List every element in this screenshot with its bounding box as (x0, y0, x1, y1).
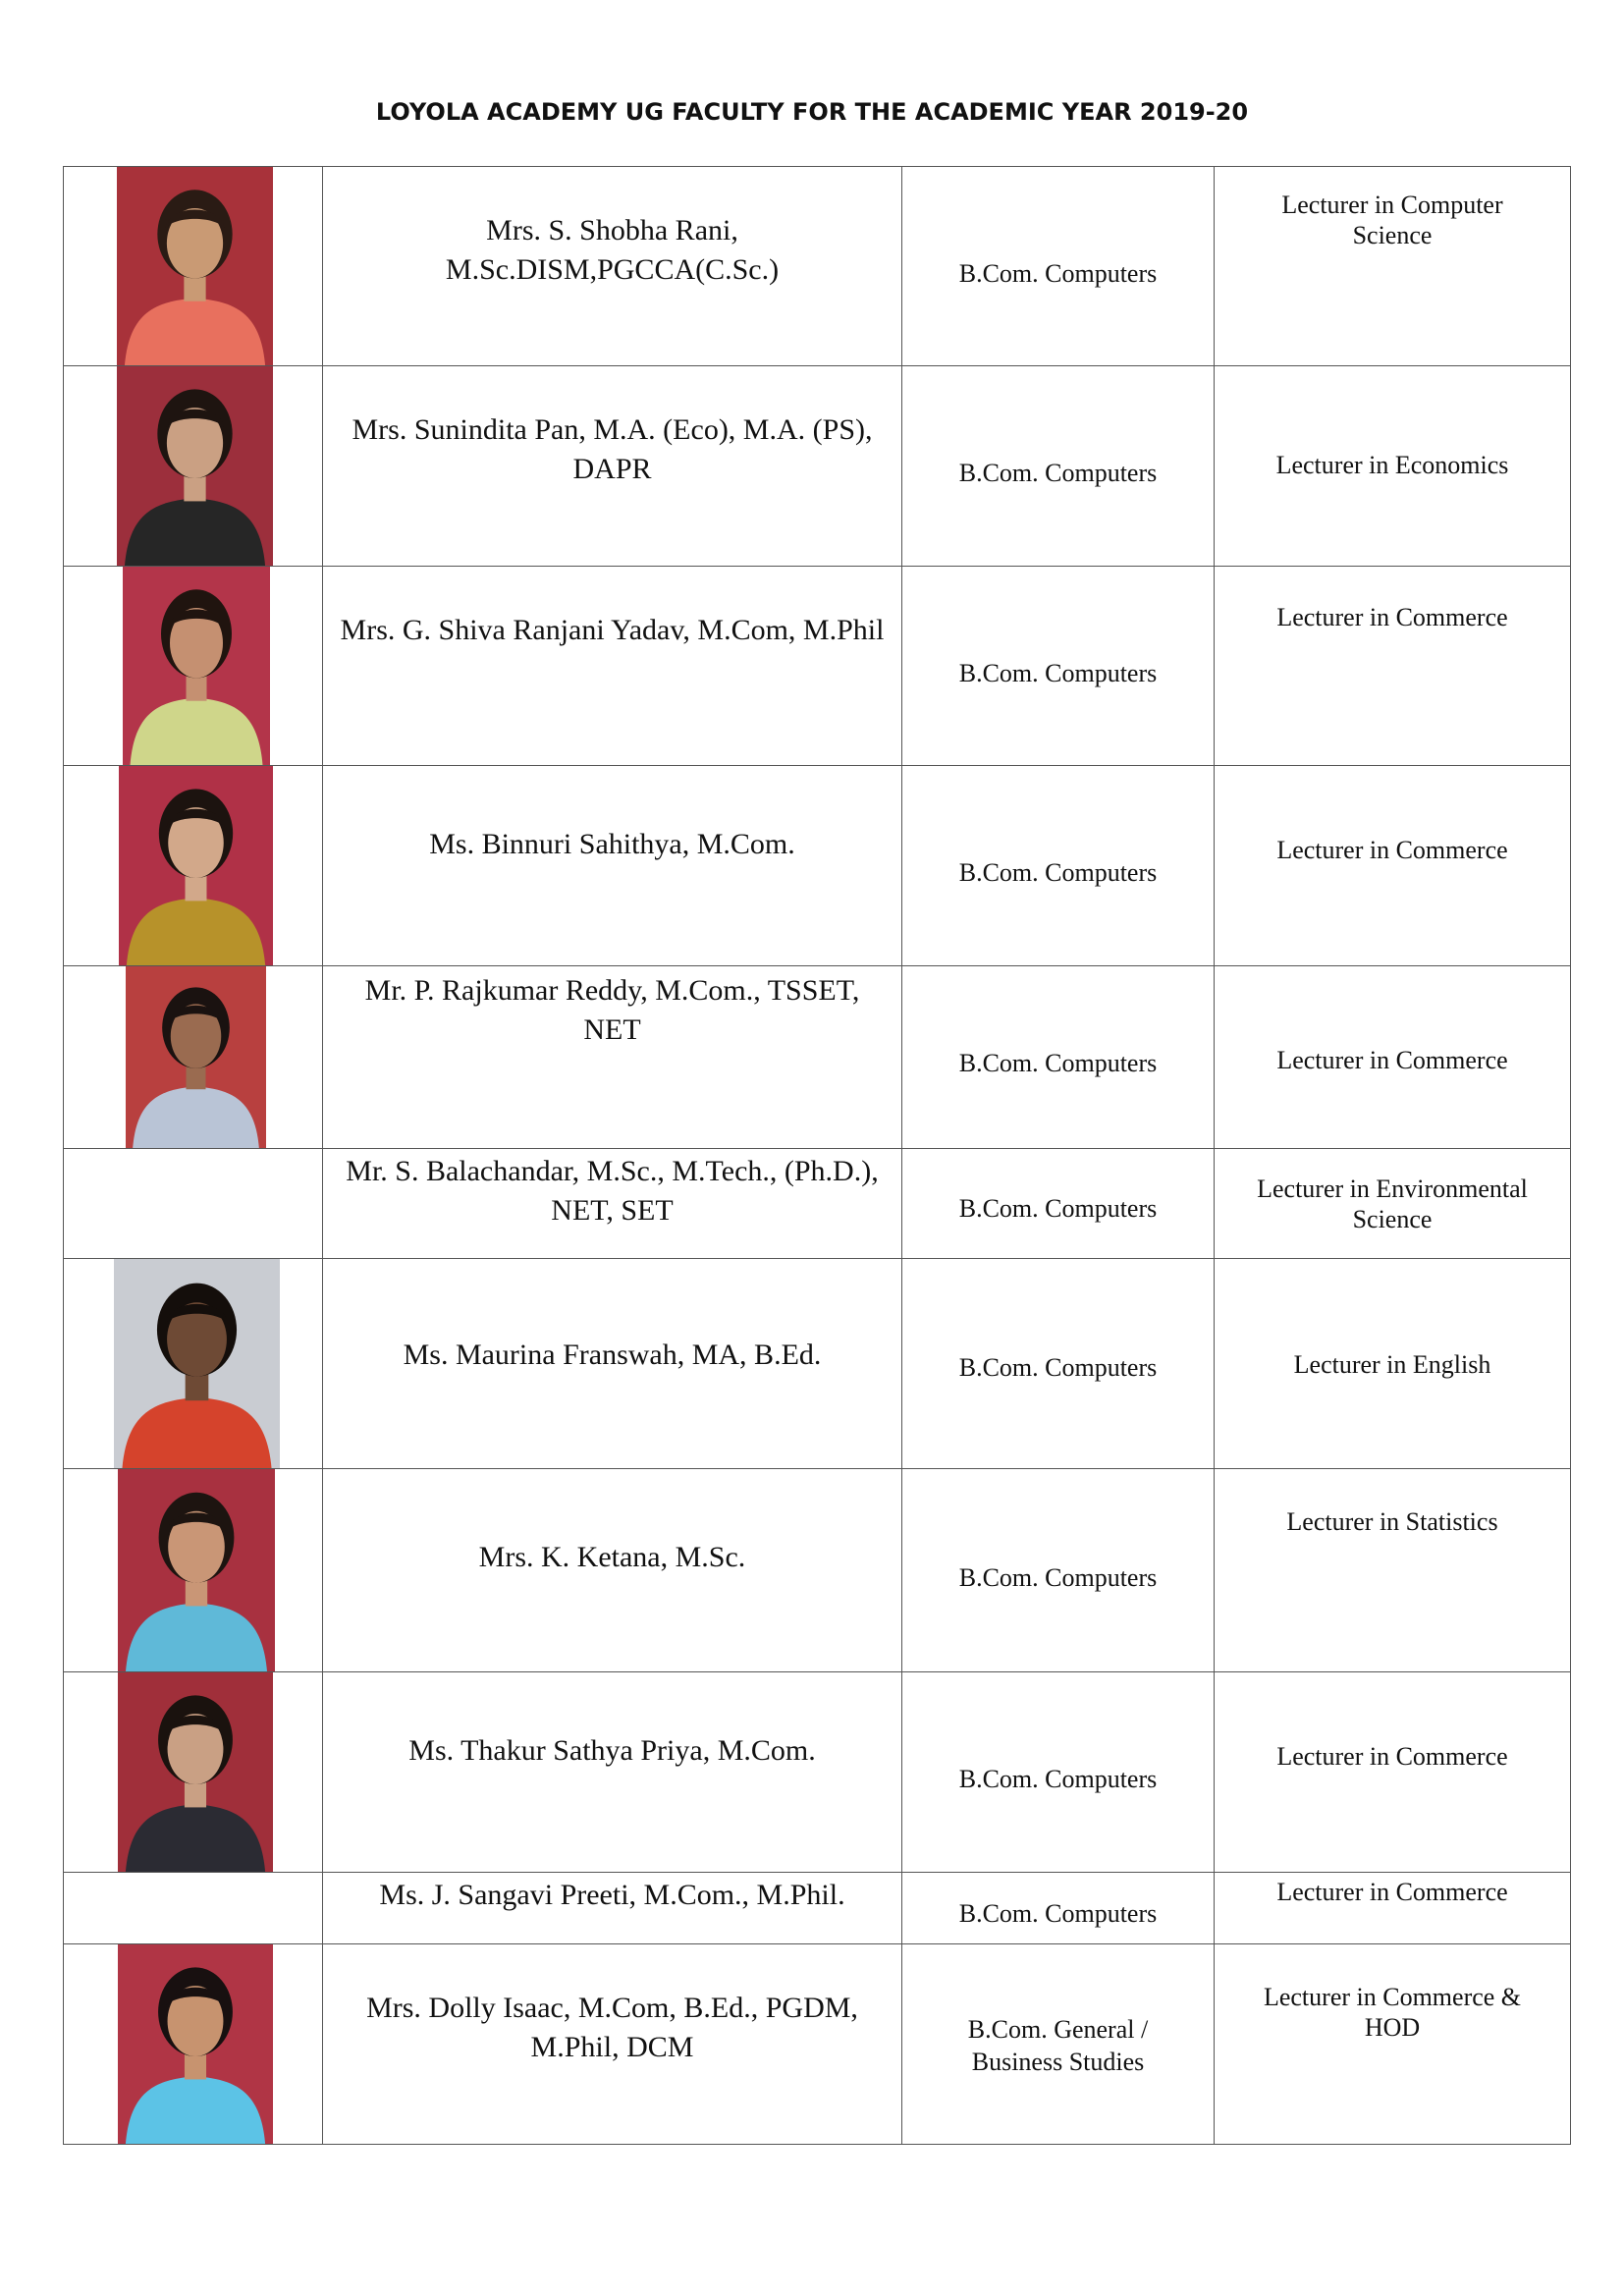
photo-cell (64, 1944, 323, 2145)
faculty-program-cell (902, 1259, 1215, 1469)
photo-cell (64, 567, 323, 766)
faculty-name-cell (323, 1672, 902, 1873)
faculty-designation-cell (1215, 1469, 1571, 1672)
faculty-photo (119, 766, 273, 965)
faculty-name: Ms. Maurina Franswah, MA, B.Ed. (403, 1339, 822, 1371)
faculty-name-cell (323, 167, 902, 366)
faculty-designation-cell (1215, 366, 1571, 567)
faculty-table (63, 166, 1571, 2145)
faculty-name: Ms. Thakur Sathya Priya, M.Com. (408, 1734, 816, 1767)
faculty-name-cell (323, 1944, 902, 2145)
faculty-row (64, 766, 1571, 966)
faculty-photo (114, 1259, 280, 1468)
faculty-name-cell (323, 966, 902, 1149)
faculty-photo (123, 567, 270, 765)
faculty-name: Mrs. S. Shobha Rani, M.Sc.DISM,PGCCA(C.Sc.) (445, 214, 780, 286)
faculty-designation: Lecturer in Commerce (1276, 1046, 1508, 1074)
faculty-program: B.Com. Computers (958, 1049, 1158, 1077)
page-title: LOYOLA ACADEMY UG FACULTY FOR THE ACADEMIC YEAR 2019-20 (375, 98, 1249, 126)
faculty-designation: Lecturer in Commerce & HOD (1263, 1983, 1522, 2042)
photo-cell (64, 366, 323, 567)
faculty-designation-cell (1215, 1944, 1571, 2145)
faculty-program-cell (902, 766, 1215, 966)
faculty-designation: Lecturer in English (1293, 1350, 1491, 1379)
faculty-photo (117, 167, 273, 365)
faculty-name: Mr. S. Balachandar, M.Sc., M.Tech., (Ph.D.), NET, SET (346, 1155, 879, 1227)
faculty-program: B.Com. General / Business Studies (967, 2015, 1149, 2076)
faculty-designation: Lecturer in Environmental Science (1257, 1175, 1528, 1233)
faculty-program-cell (902, 1672, 1215, 1873)
faculty-program-cell (902, 366, 1215, 567)
faculty-program: B.Com. Computers (958, 1563, 1158, 1592)
faculty-designation: Lecturer in Commerce (1276, 1878, 1508, 1906)
faculty-designation: Lecturer in Economics (1275, 451, 1509, 479)
faculty-name-cell (323, 1149, 902, 1259)
faculty-photo (118, 1672, 273, 1872)
faculty-name-cell (323, 1259, 902, 1469)
faculty-name-cell (323, 567, 902, 766)
faculty-name: Mrs. G. Shiva Ranjani Yadav, M.Com, M.Phil (340, 614, 885, 646)
photo-cell (64, 766, 323, 966)
faculty-row (64, 1259, 1571, 1469)
faculty-program-cell (902, 167, 1215, 366)
faculty-designation-cell (1215, 167, 1571, 366)
faculty-photo (118, 1469, 275, 1671)
faculty-designation: Lecturer in Statistics (1286, 1507, 1498, 1536)
faculty-designation-cell (1215, 1873, 1571, 1944)
faculty-designation-cell (1215, 567, 1571, 766)
faculty-designation-cell (1215, 1672, 1571, 1873)
faculty-row (64, 1672, 1571, 1873)
faculty-program: B.Com. Computers (958, 1765, 1158, 1793)
faculty-name: Ms. Binnuri Sahithya, M.Com. (429, 828, 795, 860)
photo-cell (64, 1469, 323, 1672)
faculty-program-cell (902, 1149, 1215, 1259)
faculty-name-cell (323, 1469, 902, 1672)
faculty-program: B.Com. Computers (958, 259, 1158, 288)
faculty-name-cell (323, 766, 902, 966)
faculty-designation: Lecturer in Commerce (1276, 836, 1508, 864)
faculty-designation-cell (1215, 1259, 1571, 1469)
faculty-row (64, 1873, 1571, 1944)
faculty-row (64, 567, 1571, 766)
faculty-designation: Lecturer in Computer Science (1281, 191, 1503, 249)
faculty-row (64, 966, 1571, 1149)
faculty-row (64, 366, 1571, 567)
faculty-row (64, 167, 1571, 366)
faculty-name: Mrs. K. Ketana, M.Sc. (478, 1541, 746, 1573)
faculty-photo (118, 1944, 273, 2144)
faculty-program-cell (902, 966, 1215, 1149)
faculty-name-cell (323, 1873, 902, 1944)
faculty-program-cell (902, 1469, 1215, 1672)
faculty-program: B.Com. Computers (958, 459, 1158, 487)
faculty-name: Ms. J. Sangavi Preeti, M.Com., M.Phil. (379, 1879, 845, 1911)
faculty-photo (126, 966, 266, 1148)
faculty-name: Mrs. Sunindita Pan, M.A. (Eco), M.A. (PS), DAPR (352, 413, 873, 485)
faculty-program: B.Com. Computers (958, 659, 1158, 687)
faculty-program: B.Com. Computers (958, 1353, 1158, 1382)
faculty-name: Mrs. Dolly Isaac, M.Com, B.Ed., PGDM, M.Phil, DCM (366, 1992, 858, 2063)
faculty-program-cell (902, 1944, 1215, 2145)
photo-cell (64, 966, 323, 1149)
faculty-name-cell (323, 366, 902, 567)
faculty-program-cell (902, 567, 1215, 766)
photo-cell (64, 1259, 323, 1469)
faculty-designation-cell (1215, 1149, 1571, 1259)
faculty-row (64, 1469, 1571, 1672)
faculty-row (64, 1149, 1571, 1259)
faculty-designation-cell (1215, 766, 1571, 966)
faculty-designation: Lecturer in Commerce (1276, 603, 1508, 631)
photo-cell (64, 167, 323, 366)
faculty-program: B.Com. Computers (958, 1899, 1158, 1928)
faculty-program: B.Com. Computers (958, 858, 1158, 887)
faculty-row (64, 1944, 1571, 2145)
faculty-program: B.Com. Computers (958, 1194, 1158, 1223)
photo-cell (64, 1672, 323, 1873)
photo-cell (64, 1149, 323, 1259)
faculty-designation: Lecturer in Commerce (1276, 1742, 1508, 1771)
faculty-program-cell (902, 1873, 1215, 1944)
faculty-designation-cell (1215, 966, 1571, 1149)
photo-cell (64, 1873, 323, 1944)
faculty-name: Mr. P. Rajkumar Reddy, M.Com., TSSET, NET (364, 974, 860, 1046)
faculty-table-body (64, 167, 1571, 2145)
faculty-photo (117, 366, 273, 566)
